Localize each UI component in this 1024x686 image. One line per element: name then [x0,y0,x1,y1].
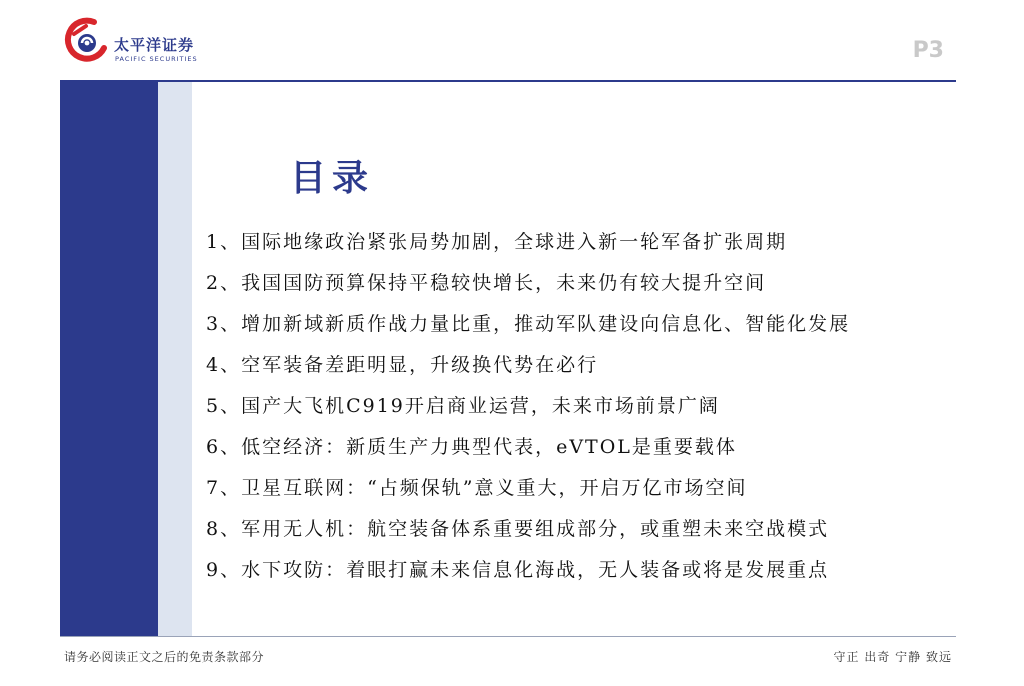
logo-english-name: PACIFIC SECURITIES [115,55,198,63]
toc-item: 6、低空经济：新质生产力典型代表，eVTOL是重要载体 [206,436,737,458]
toc-item: 2、我国国防预算保持平稳较快增长，未来仍有较大提升空间 [206,272,767,294]
toc-item: 3、增加新域新质作战力量比重，推动军队建设向信息化、智能化发展 [206,313,851,335]
footer-divider [60,636,956,637]
toc-item: 8、军用无人机：航空装备体系重要组成部分，或重塑未来空战模式 [206,518,830,540]
pacific-securities-logo-icon [64,14,110,66]
footer-disclaimer: 请务必阅读正文之后的免责条款部分 [64,650,265,664]
toc-item: 7、卫星互联网：“占频保轨”意义重大，开启万亿市场空间 [206,477,748,499]
logo-chinese-name: 太平洋证券 [114,36,195,54]
toc-item: 5、国产大飞机C919开启商业运营，未来市场前景广阔 [206,395,720,417]
left-decorative-band [60,82,158,637]
company-logo [64,14,244,70]
toc-item: 9、水下攻防：着眼打赢未来信息化海战，无人装备或将是发展重点 [206,559,830,581]
left-decorative-band-light [158,82,192,637]
page-number: P3 [912,38,944,63]
table-of-contents [206,226,850,595]
toc-item: 1、国际地缘政治紧张局势加剧，全球进入新一轮军备扩张周期 [206,231,788,253]
header-divider [60,80,956,82]
toc-item: 4、空军装备差距明显，升级换代势在必行 [206,354,599,376]
page-title: 目录 [290,158,375,199]
footer-motto: 守正 出奇 宁静 致远 [833,650,952,664]
